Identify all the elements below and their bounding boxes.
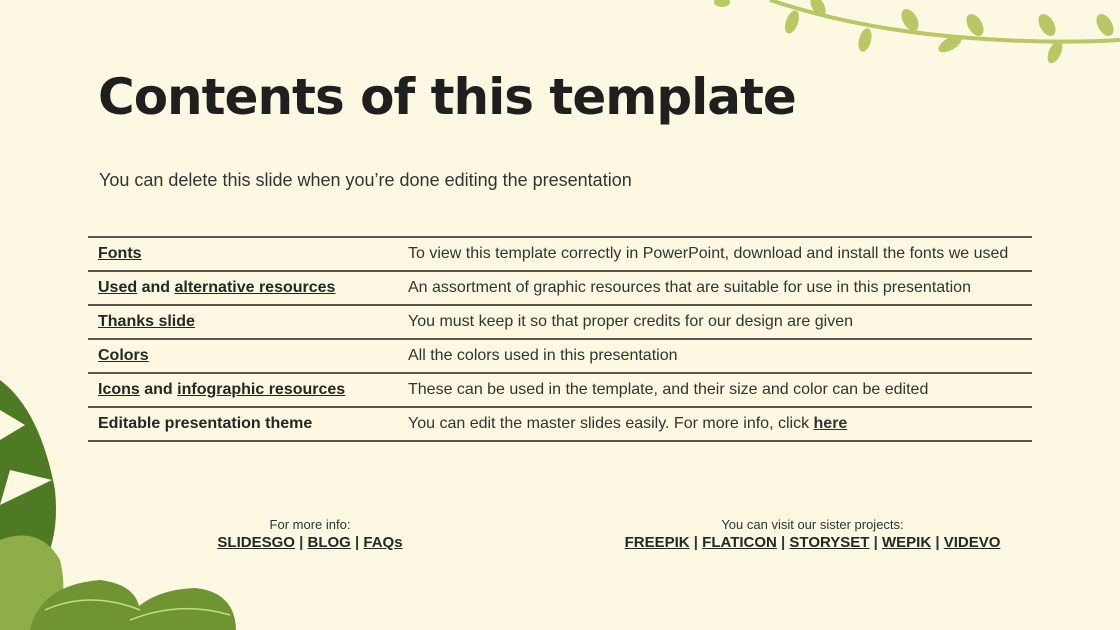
row-title: [88, 237, 398, 271]
footer-link-blog[interactable]: BLOG: [307, 534, 351, 551]
table-row: [88, 407, 1032, 441]
row-link[interactable]: Thanks slide: [98, 313, 195, 330]
row-title: [88, 271, 398, 305]
table-row: [88, 339, 1032, 373]
footer-right-links: FREEPIK | FLATICON | STORYSET | WEPIK | VIDEVO: [624, 534, 1001, 551]
footer-link-videvo[interactable]: VIDEVO: [943, 534, 1001, 551]
row-text: and: [139, 381, 178, 398]
footer-link-slidesgo[interactable]: SLIDESGO: [217, 534, 295, 551]
footer-more-info-label: For more info:: [269, 517, 351, 532]
row-description: To view this template correctly in PowerPoint, download and install the fonts we used: [398, 237, 1032, 271]
footer-sister-projects: [600, 517, 1025, 551]
table-row: [88, 373, 1032, 407]
page-title: Contents of this template: [98, 68, 796, 126]
row-title: [88, 373, 398, 407]
table-row: [88, 271, 1032, 305]
row-link[interactable]: Fonts: [98, 245, 142, 262]
table-row: [88, 237, 1032, 271]
row-link[interactable]: Colors: [98, 347, 149, 364]
row-link[interactable]: Icons: [98, 381, 140, 398]
table-row: [88, 305, 1032, 339]
row-title: [88, 407, 398, 441]
row-description: These can be used in the template, and their size and color can be edited: [398, 373, 1032, 407]
footer-sister-label: You can visit our sister projects:: [721, 517, 904, 532]
here-link[interactable]: here: [813, 415, 848, 432]
footer-more-info: [200, 517, 420, 551]
row-link[interactable]: alternative resources: [174, 279, 336, 296]
row-description: You must keep it so that proper credits for our design are given: [398, 305, 1032, 339]
footer-link-flaticon[interactable]: FLATICON: [702, 534, 777, 551]
footer-left-links: SLIDESGO | BLOG | FAQs: [217, 534, 403, 551]
row-text: Editable presentation theme: [98, 415, 313, 432]
row-link[interactable]: infographic resources: [177, 381, 346, 398]
subtitle: You can delete this slide when you’re done editing the presentation: [99, 170, 632, 190]
row-description: All the colors used in this presentation: [398, 339, 1032, 373]
footer-link-wepik[interactable]: WEPIK: [882, 534, 932, 551]
contents-table: [88, 236, 1032, 442]
row-description: You can edit the master slides easily. For more info, click here: [398, 407, 1032, 441]
row-link[interactable]: Used: [98, 279, 138, 296]
footer-link-freepik[interactable]: FREEPIK: [624, 534, 690, 551]
footer-link-storyset[interactable]: STORYSET: [789, 534, 870, 551]
row-title: [88, 339, 398, 373]
row-title: [88, 305, 398, 339]
row-text: and: [137, 279, 175, 296]
footer-link-faqs[interactable]: FAQs: [363, 534, 403, 551]
row-description: An assortment of graphic resources that are suitable for use in this presentation: [398, 271, 1032, 305]
